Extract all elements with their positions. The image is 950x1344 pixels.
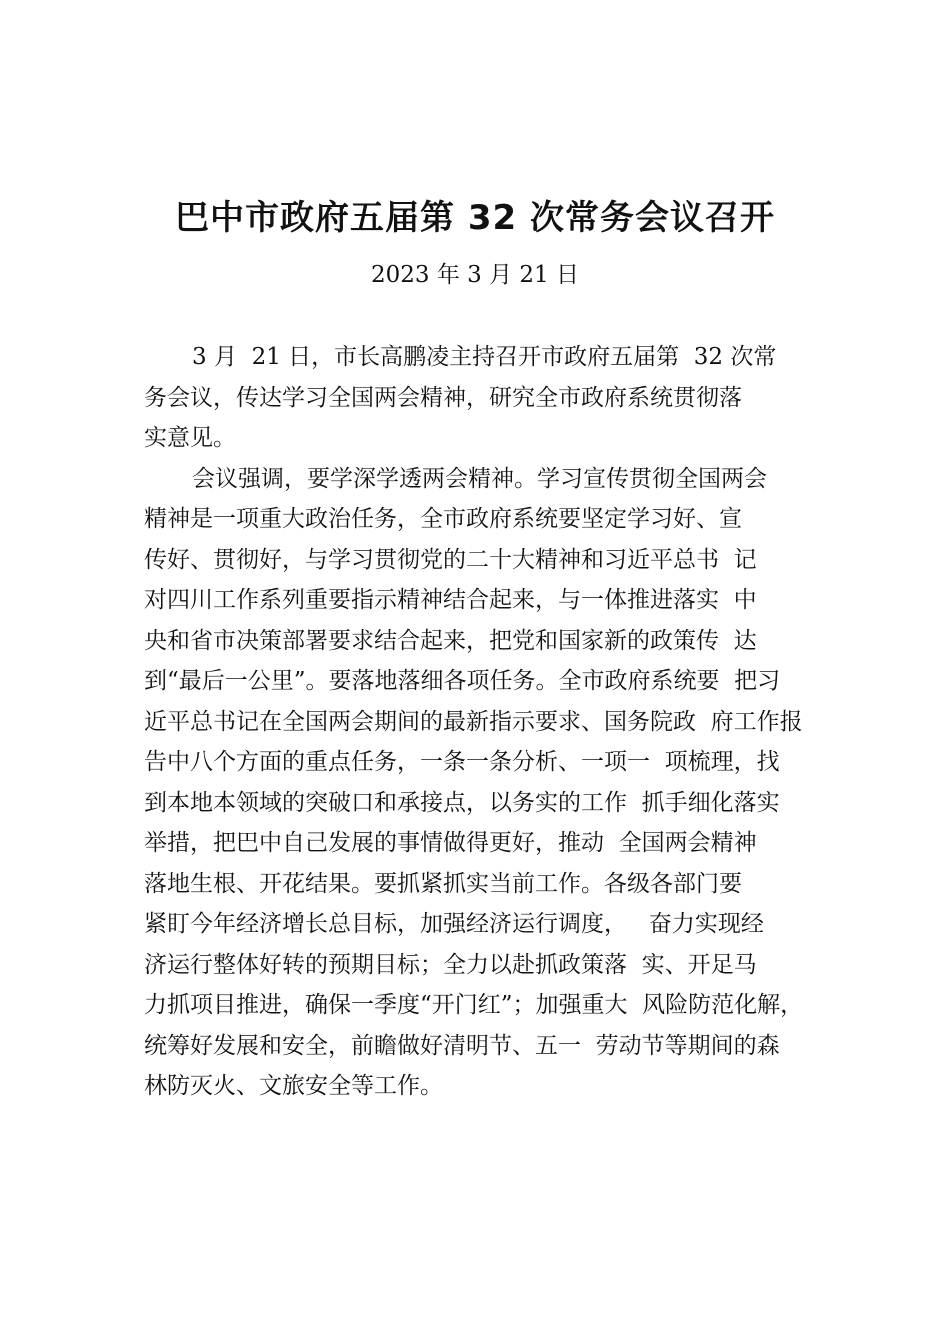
- paragraph-line: 力抓项目推进，确保一季度“开门红”；加强重大 风险防范化解，: [144, 992, 804, 1018]
- paragraph-line: 央和省市决策部署要求结合起来，把党和国家新的政策传 达: [144, 627, 757, 654]
- paragraph-line: 精神是一项重大政治任务，全市政府系统要坚定学习好、宣: [144, 506, 742, 532]
- paragraph-line: 对四川工作系列重要指示精神结合起来，与一体推进落实 中: [144, 587, 757, 613]
- paragraph: [144, 459, 844, 1107]
- paragraph-line: 举措，把巴中自己发展的事情做得更好，推动 全国两会精神: [144, 830, 757, 856]
- paragraph-line: 统筹好发展和安全，前瞻做好清明节、五一 劳动节等期间的森: [144, 1032, 780, 1059]
- paragraph: [144, 337, 844, 459]
- paragraph-line: 到本地本领域的突破口和承接点，以务实的工作 抓手细化落实: [144, 789, 780, 816]
- document-title: 巴中市政府五届第 32 次常务会议召开: [175, 198, 775, 238]
- paragraph-line: 林防灭火、文旅安全等工作。: [144, 1073, 443, 1099]
- paragraph-line: 实意见。: [144, 425, 236, 451]
- paragraph-line: 会议强调，要学深学透两会精神。学习宣传贯彻全国两会: [192, 465, 767, 492]
- paragraph-line: 落地生根、开花结果。要抓紧抓实当前工作。各级各部门要: [144, 870, 742, 897]
- paragraph-line: 3 月 21 日，市长高鹏凌主持召开市政府五届第 32 次常: [192, 344, 777, 370]
- paragraph-line: 济运行整体好转的预期目标；全力以赴抓政策落 实、开足马: [144, 951, 757, 978]
- paragraph-line: 告中八个方面的重点任务，一条一条分析、一项一 项梳理，找: [144, 749, 780, 775]
- paragraph-line: 传好、贯彻好，与学习贯彻党的二十大精神和习近平总书 记: [144, 546, 757, 573]
- paragraph-line: 务会议，传达学习全国两会精神，研究全市政府系统贯彻落: [144, 384, 742, 411]
- paragraph-line: 紧盯今年经济增长总目标，加强经济运行调度， 奋力实现经: [144, 911, 764, 937]
- document-date: 2023 年 3 月 21 日: [371, 262, 579, 288]
- document-body: [144, 337, 844, 1107]
- paragraph-line: 近平总书记在全国两会期间的最新指示要求、国务院政 府工作报: [144, 708, 803, 735]
- paragraph-line: 到“最后一公里”。要落地落细各项任务。全市政府系统要 把习: [144, 668, 781, 694]
